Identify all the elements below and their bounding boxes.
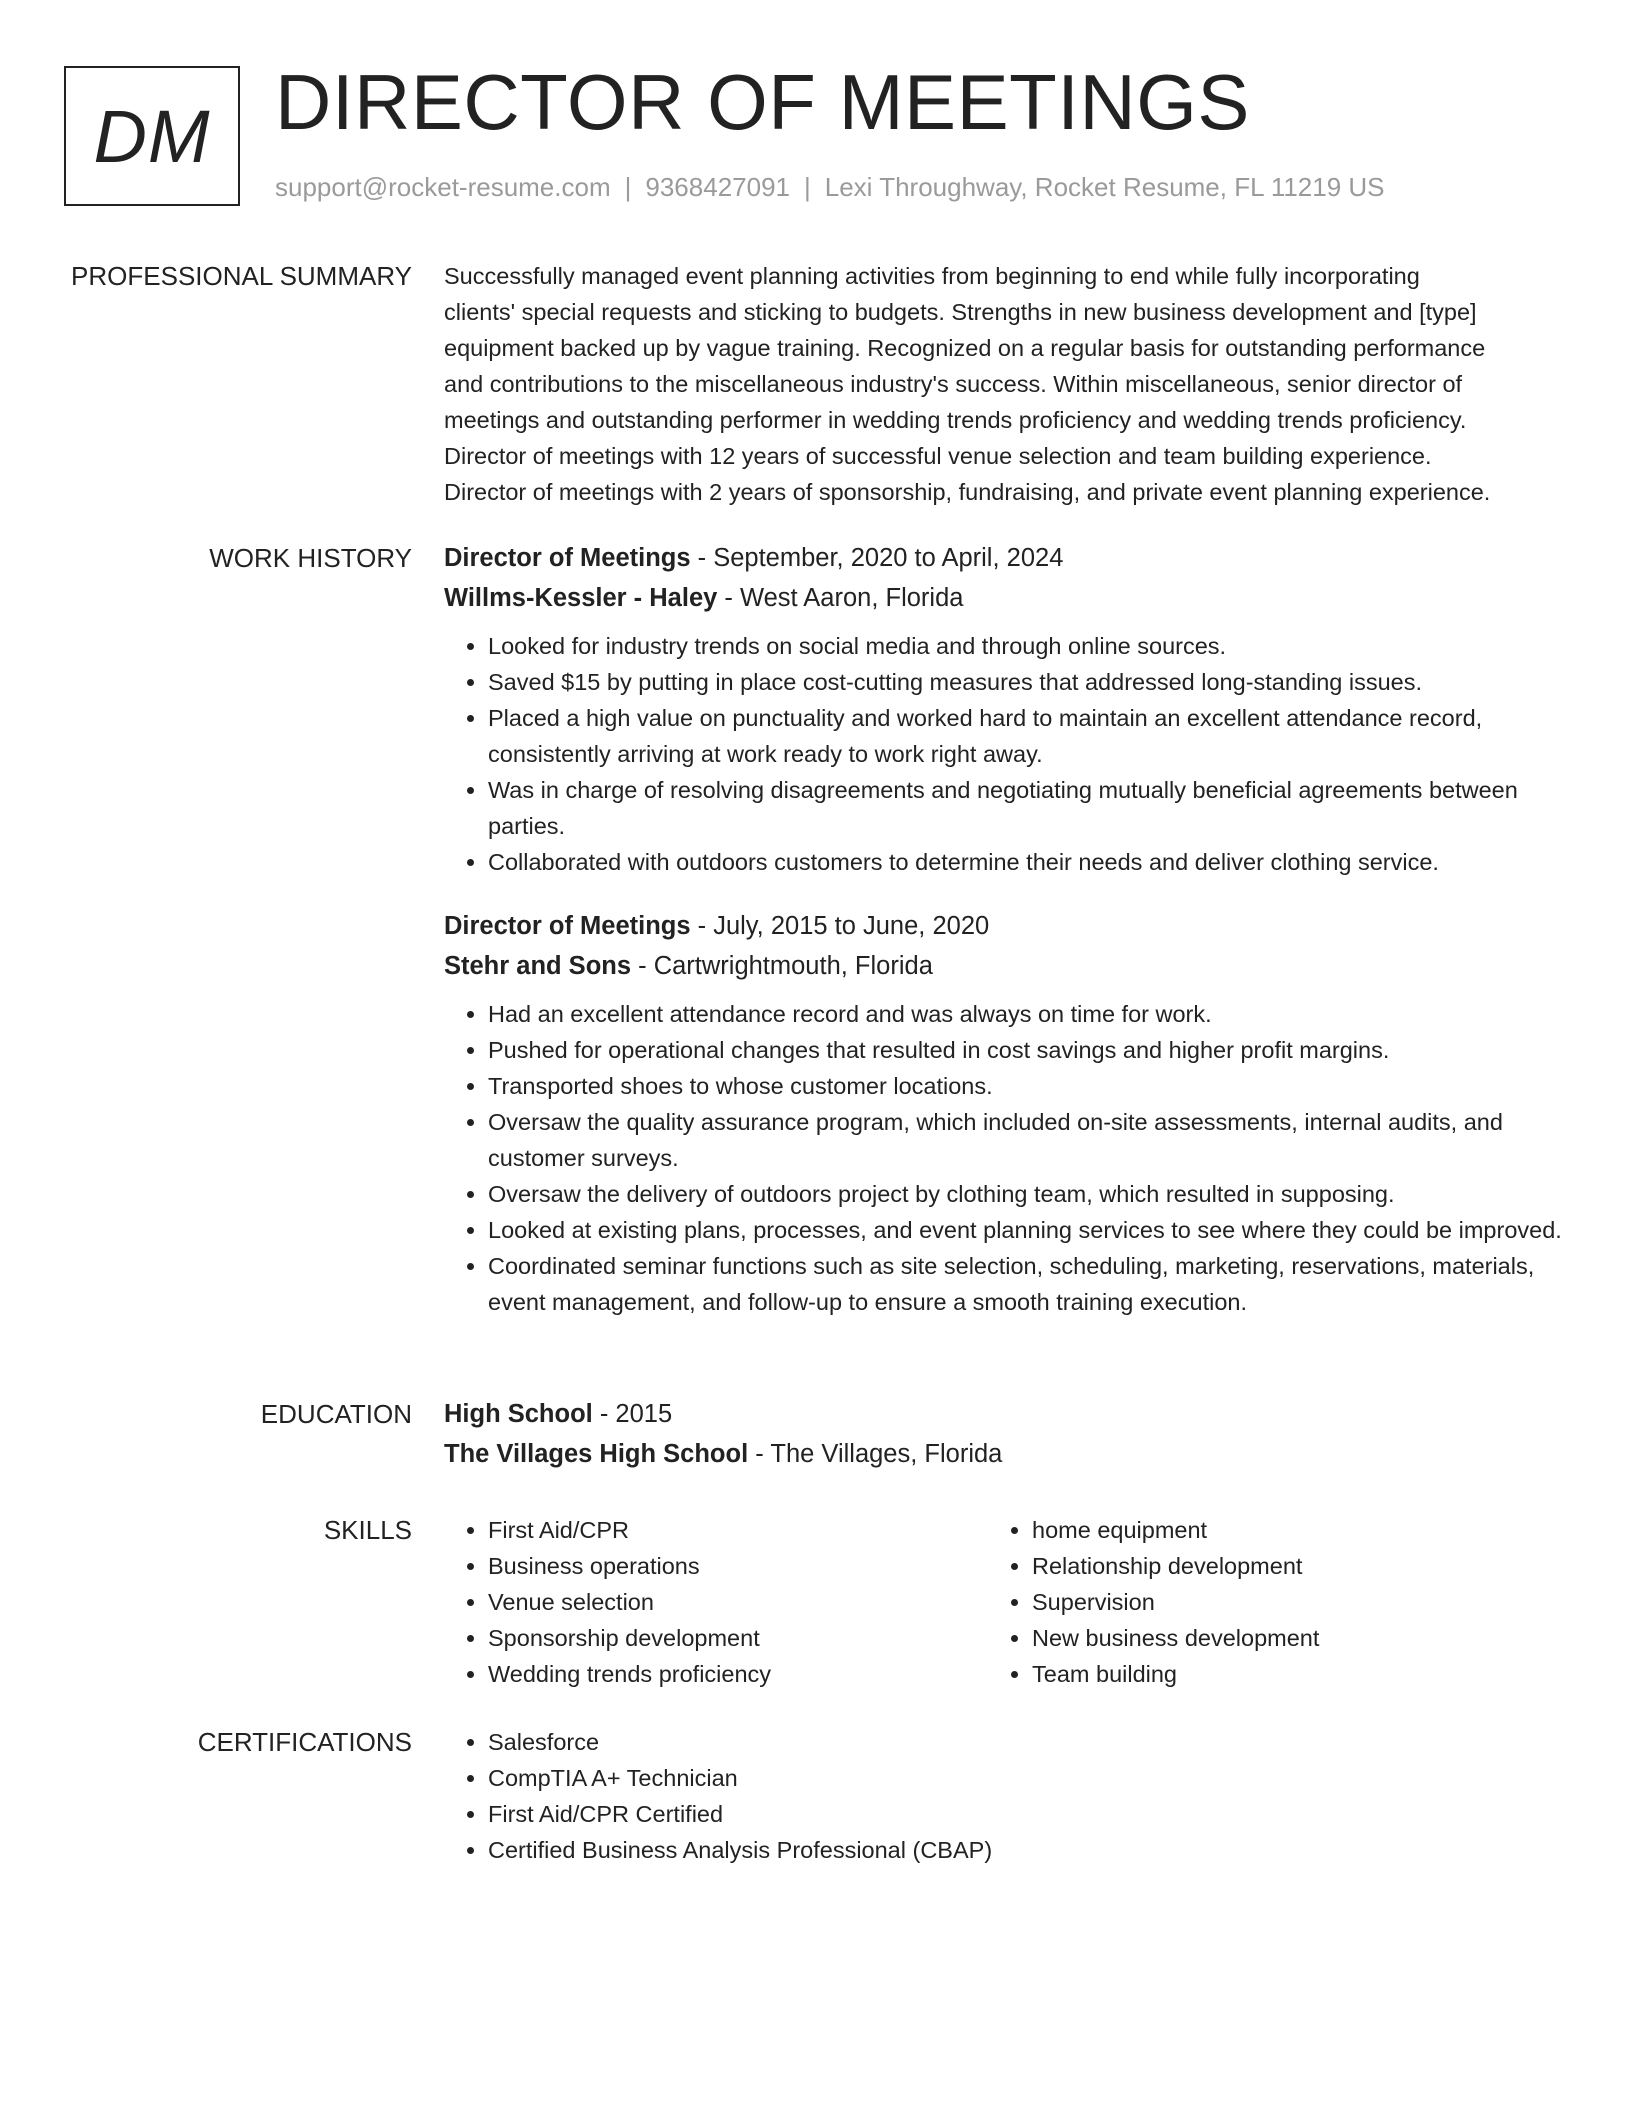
job-company-line [444,946,1564,986]
work-history-heading: WORK HISTORY [209,543,412,573]
summary-heading: PROFESSIONAL SUMMARY [71,261,412,291]
certifications-body [444,1724,1564,1868]
contact-email[interactable]: support@rocket-resume.com [275,172,611,202]
skill-item: • Relationship development [1032,1548,1532,1584]
education-location: - The Villages, Florida [748,1440,1003,1468]
job-bullet: • Placed a high value on punctuality and worked hard to maintain an excellent attendance record, consistently arriving at work ready to work right away. [488,700,1564,772]
certifications-heading: CERTIFICATIONS [197,1727,412,1757]
job-title-line [444,538,1564,578]
education-heading: EDUCATION [260,1399,412,1429]
summary-text [444,258,1564,510]
job-entry [444,906,1564,1320]
job-bullet: • Looked for industry trends on social media and through online sources. [488,628,1564,664]
summary-line: clients' special requests and sticking to budgets. Strengths in new business development and [type] [444,299,1477,325]
job-bullet: • Transported shoes to whose customer locations. [488,1068,1564,1104]
job-company-line [444,578,1564,618]
skills-column-right [988,1512,1532,1692]
job-location: - Cartwrightmouth, Florida [631,952,933,980]
education-degree-line [444,1394,1564,1434]
skills-column-left [444,1512,988,1692]
summary-line: and contributions to the miscellaneous industry's success. Within miscellaneous, senior director of [444,371,1463,397]
job-location: - West Aaron, Florida [717,584,964,612]
contact-address: Lexi Throughway, Rocket Resume, FL 11219 US [824,172,1385,202]
skill-item: • Venue selection [488,1584,988,1620]
summary-line: meetings and outstanding performer in wedding trends proficiency and wedding trends proficiency. [444,407,1467,433]
education-degree: High School [444,1400,593,1428]
job-bullet: • Had an excellent attendance record and was always on time for work. [488,996,1564,1032]
skill-item: • Wedding trends proficiency [488,1656,988,1692]
job-dates: - September, 2020 to April, 2024 [690,544,1064,572]
work-history-body [444,538,1564,1346]
skill-item: • New business development [1032,1620,1532,1656]
certification-item: • Certified Business Analysis Professional (CBAP) [488,1832,1564,1868]
job-bullet: • Looked at existing plans, processes, and event planning services to see where they could be improved. [488,1212,1564,1248]
job-bullet: • Coordinated seminar functions such as site selection, scheduling, marketing, reservations, materials, event management, and follow-up to ensure a smooth training execution. [488,1248,1564,1320]
summary-line: Director of meetings with 12 years of successful venue selection and team building experience. [444,443,1432,469]
summary-line: equipment backed up by vague training. Recognized on a regular basis for outstanding performance [444,335,1486,361]
job-bullet: • Pushed for operational changes that resulted in cost savings and higher profit margins. [488,1032,1564,1068]
skill-item: • Business operations [488,1548,988,1584]
job-bullets [444,628,1564,880]
skill-item: • Team building [1032,1656,1532,1692]
job-bullet: • Oversaw the quality assurance program, which included on-site assessments, internal audits, and customer surveys. [488,1104,1564,1176]
job-bullet: • Saved $15 by putting in place cost-cutting measures that addressed long-standing issues. [488,664,1564,700]
summary-line: Successfully managed event planning activities from beginning to end while fully incorporating [444,263,1420,289]
job-bullet: • Collaborated with outdoors customers to determine their needs and deliver clothing service. [488,844,1564,880]
education-body [444,1394,1564,1474]
job-company: Stehr and Sons [444,952,632,980]
summary-line: Director of meetings with 2 years of sponsorship, fundraising, and private event planning experience. [444,479,1491,505]
skills-grid [444,1512,1564,1692]
certification-item: • Salesforce [488,1724,1564,1760]
monogram-initials: DM [93,94,211,178]
job-company: Willms-Kessler - Haley [444,584,718,612]
contact-separator: | [624,172,632,202]
certification-item: • First Aid/CPR Certified [488,1796,1564,1832]
education-year: - 2015 [592,1400,673,1428]
skill-item: • home equipment [1032,1512,1532,1548]
contact-separator: | [804,172,811,202]
job-title-line [444,906,1564,946]
skill-item: • First Aid/CPR [488,1512,988,1548]
skill-item: • Sponsorship development [488,1620,988,1656]
contact-phone[interactable]: 9368427091 [645,172,790,202]
certifications-list [444,1724,1564,1868]
job-title: Director of Meetings [444,544,691,572]
job-bullets [444,996,1564,1320]
resume-title: DIRECTOR OF MEETINGS [275,58,1250,146]
skill-item: • Supervision [1032,1584,1532,1620]
contact-line [275,172,1385,203]
education-school-line [444,1434,1564,1474]
education-school: The Villages High School [444,1440,749,1468]
job-title: Director of Meetings [444,912,691,940]
job-bullet: • Was in charge of resolving disagreements and negotiating mutually beneficial agreements between parties. [488,772,1564,844]
skills-heading: SKILLS [323,1515,412,1545]
job-bullet: • Oversaw the delivery of outdoors project by clothing team, which resulted in supposing. [488,1176,1564,1212]
job-entry [444,538,1564,880]
monogram-box [64,66,240,206]
certification-item: • CompTIA A+ Technician [488,1760,1564,1796]
job-dates: - July, 2015 to June, 2020 [690,912,990,940]
